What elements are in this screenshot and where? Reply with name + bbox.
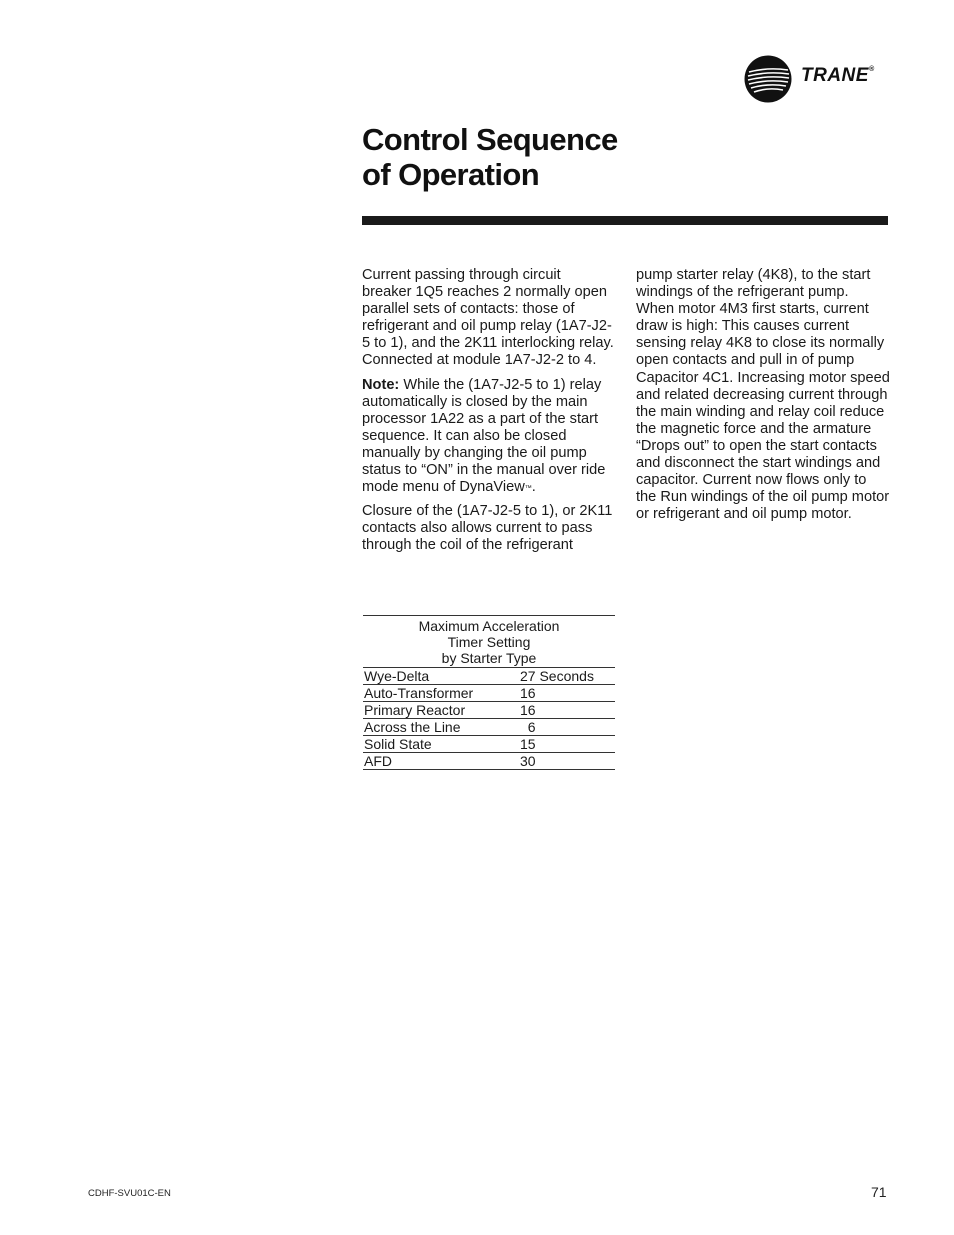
- page-number: 71: [871, 1184, 887, 1200]
- document-id: CDHF-SVU01C-EN: [88, 1188, 171, 1199]
- starter-type: AFD: [363, 753, 520, 770]
- acceleration-timer-table: [363, 615, 615, 770]
- timer-value: 16: [520, 685, 615, 702]
- paragraph-circuit-breaker: Current passing through circuit breaker 1Q5 reaches 2 normally open parallel sets of contacts: those of refrigerant and oil pump relay (1A7-J2-5 to 1), and the 2K11 interlocking relay. Connected at module 1A7-J2-2 to 4.: [362, 267, 614, 369]
- trademark-mark: ™: [524, 485, 532, 493]
- timer-value: 27 Seconds: [520, 668, 615, 685]
- table-row: [363, 719, 615, 736]
- starter-type: Across the Line: [363, 719, 520, 736]
- paragraph-closure: Closure of the (1A7-J2-5 to 1), or 2K11 contacts also allows current to pass through the coil of the refrigerant: [362, 503, 613, 554]
- starter-type: Primary Reactor: [363, 702, 520, 719]
- timer-value: 30: [520, 753, 615, 770]
- page-title-line-2: of Operation: [362, 157, 540, 192]
- table-row: [363, 702, 615, 719]
- note-text: While the (1A7-J2-5 to 1) relay automatically is closed by the main processor 1A22 as a part of the start sequence. It can also be closed manually by changing the oil pump status to “ON” in the manual over ride mode menu of DynaView: [362, 376, 606, 496]
- trane-logo: [744, 55, 894, 103]
- paragraph-pump-starter: pump starter relay (4K8), to the start windings of the refrigerant pump. When motor 4M3 first starts, current draw is high: This causes current sensing relay 4K8 to close its normally open contacts and pull in of pump Capacitor 4C1. Increasing motor speed and related decreasing current through the main winding and relay coil reduce the magnetic force and the armature “Drops out” to open the start contacts and disconnect the start windings and capacitor. Current now flows only to the Run windings of the oil pump motor or refrigerant and oil pump motor.: [636, 267, 890, 523]
- trane-logo-icon: [744, 55, 792, 103]
- table-row: [363, 685, 615, 702]
- timer-value: 6: [520, 719, 615, 736]
- table-row: [363, 753, 615, 770]
- table-row: [363, 668, 615, 685]
- paragraph-note: Note: While the (1A7-J2-5 to 1) relay automatically is closed by the main processor 1A22 as a part of the start sequence. It can also be closed manually by changing the oil pump status to “ON” in the manual over ride mode menu of DynaView™.: [362, 376, 606, 496]
- starter-type: Auto-Transformer: [363, 685, 520, 702]
- right-column: [636, 267, 890, 530]
- table-row: [363, 736, 615, 753]
- starter-type: Solid State: [363, 736, 520, 753]
- left-column: [362, 267, 614, 562]
- timer-value: 16: [520, 702, 615, 719]
- starter-type: Wye-Delta: [363, 668, 520, 685]
- title-rule: [362, 216, 888, 225]
- page-title: [362, 122, 618, 192]
- trane-wordmark: TRANE®: [801, 65, 875, 86]
- table-header: Maximum Acceleration Timer Setting by Starter Type: [363, 616, 615, 668]
- page-title-line-1: Control Sequence: [362, 122, 618, 157]
- timer-value: 15: [520, 736, 615, 753]
- note-label: Note:: [362, 376, 400, 393]
